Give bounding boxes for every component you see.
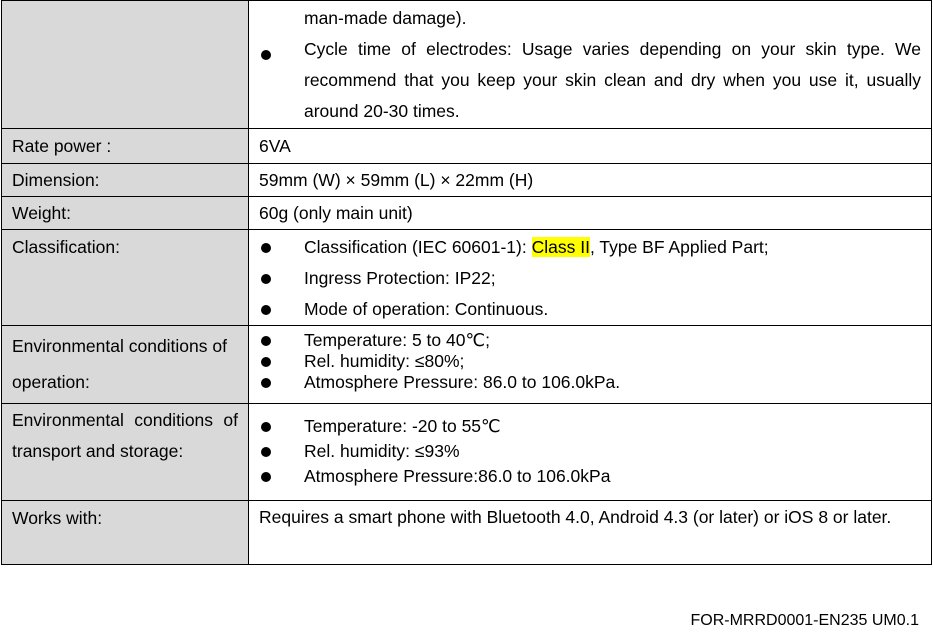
works-with-value: Requires a smart phone with Bluetooth 4.0, Android 4.3 (or later) or iOS 8 or later. <box>249 501 932 565</box>
bullet-icon <box>261 422 271 432</box>
humidity-text: Rel. humidity: ≤93% <box>304 441 460 461</box>
temperature-text: Temperature: 5 to 40℃; <box>304 330 490 350</box>
bullet-icon <box>261 305 271 315</box>
rate-power-label: Rate power : <box>2 129 249 164</box>
table-row <box>2 129 932 164</box>
weight-label: Weight: <box>2 197 249 230</box>
bullet-icon <box>261 447 271 457</box>
bullet-list <box>259 34 921 127</box>
env-transport-label: Environmental conditions of transport and storage: <box>2 404 249 501</box>
bullet-icon <box>261 274 271 284</box>
dimension-label: Dimension: <box>2 164 249 197</box>
list-item <box>259 464 921 489</box>
cycle-time-text: Cycle time of electrodes: Usage varies depending on your skin type. We recommend that you keep your skin clean and dry when you use it, usually around 20-30 times. <box>304 39 921 121</box>
bullet-icon <box>261 243 271 253</box>
classification-suffix: , Type BF Applied Part; <box>589 237 769 257</box>
ingress-protection-text: Ingress Protection: IP22; <box>304 268 496 288</box>
mode-of-operation-text: Mode of operation: Continuous. <box>304 299 549 319</box>
bullet-list <box>259 232 921 325</box>
spec-table <box>1 0 932 565</box>
env-operation-label: Environmental conditions of operation: <box>2 326 249 404</box>
env-transport-value <box>249 404 932 501</box>
list-item <box>259 414 921 439</box>
classification-prefix: Classification (IEC 60601-1): <box>304 237 532 257</box>
list-item <box>259 294 921 325</box>
classification-value <box>249 230 932 326</box>
list-item <box>259 330 921 351</box>
list-item <box>259 263 921 294</box>
table-row <box>2 164 932 197</box>
env-operation-value <box>249 326 932 404</box>
weight-value: 60g (only main unit) <box>249 197 932 230</box>
table-row <box>2 501 932 565</box>
dimension-value: 59mm (W) × 59mm (L) × 22mm (H) <box>249 164 932 197</box>
bullet-icon <box>261 378 271 388</box>
list-item <box>259 372 921 393</box>
humidity-text: Rel. humidity: ≤80%; <box>304 351 465 371</box>
table-row <box>2 230 932 326</box>
bullet-icon <box>261 50 271 60</box>
list-item <box>259 439 921 464</box>
bullet-icon <box>261 472 271 482</box>
table-row <box>2 1 932 129</box>
bullet-icon <box>261 357 271 367</box>
bullet-list <box>259 330 921 393</box>
list-item <box>259 232 921 263</box>
classification-label: Classification: <box>2 230 249 326</box>
list-item <box>259 34 921 127</box>
list-item <box>259 351 921 372</box>
label-cell-empty <box>2 1 249 129</box>
works-with-label: Works with: <box>2 501 249 565</box>
document-code-footer: FOR-MRRD0001-EN235 UM0.1 <box>690 612 919 629</box>
table-row <box>2 404 932 501</box>
class-ii-highlight: Class II <box>531 237 590 257</box>
temperature-text: Temperature: -20 to 55℃ <box>304 416 501 436</box>
table-row <box>2 326 932 404</box>
pressure-text: Atmosphere Pressure:86.0 to 106.0kPa <box>304 466 611 486</box>
continuation-text: man-made damage). <box>304 8 467 28</box>
table-row <box>2 197 932 230</box>
value-cell <box>249 1 932 129</box>
bullet-list <box>259 414 921 489</box>
bullet-icon <box>261 336 271 346</box>
pressure-text: Atmosphere Pressure: 86.0 to 106.0kPa. <box>304 372 621 392</box>
rate-power-value: 6VA <box>249 129 932 164</box>
